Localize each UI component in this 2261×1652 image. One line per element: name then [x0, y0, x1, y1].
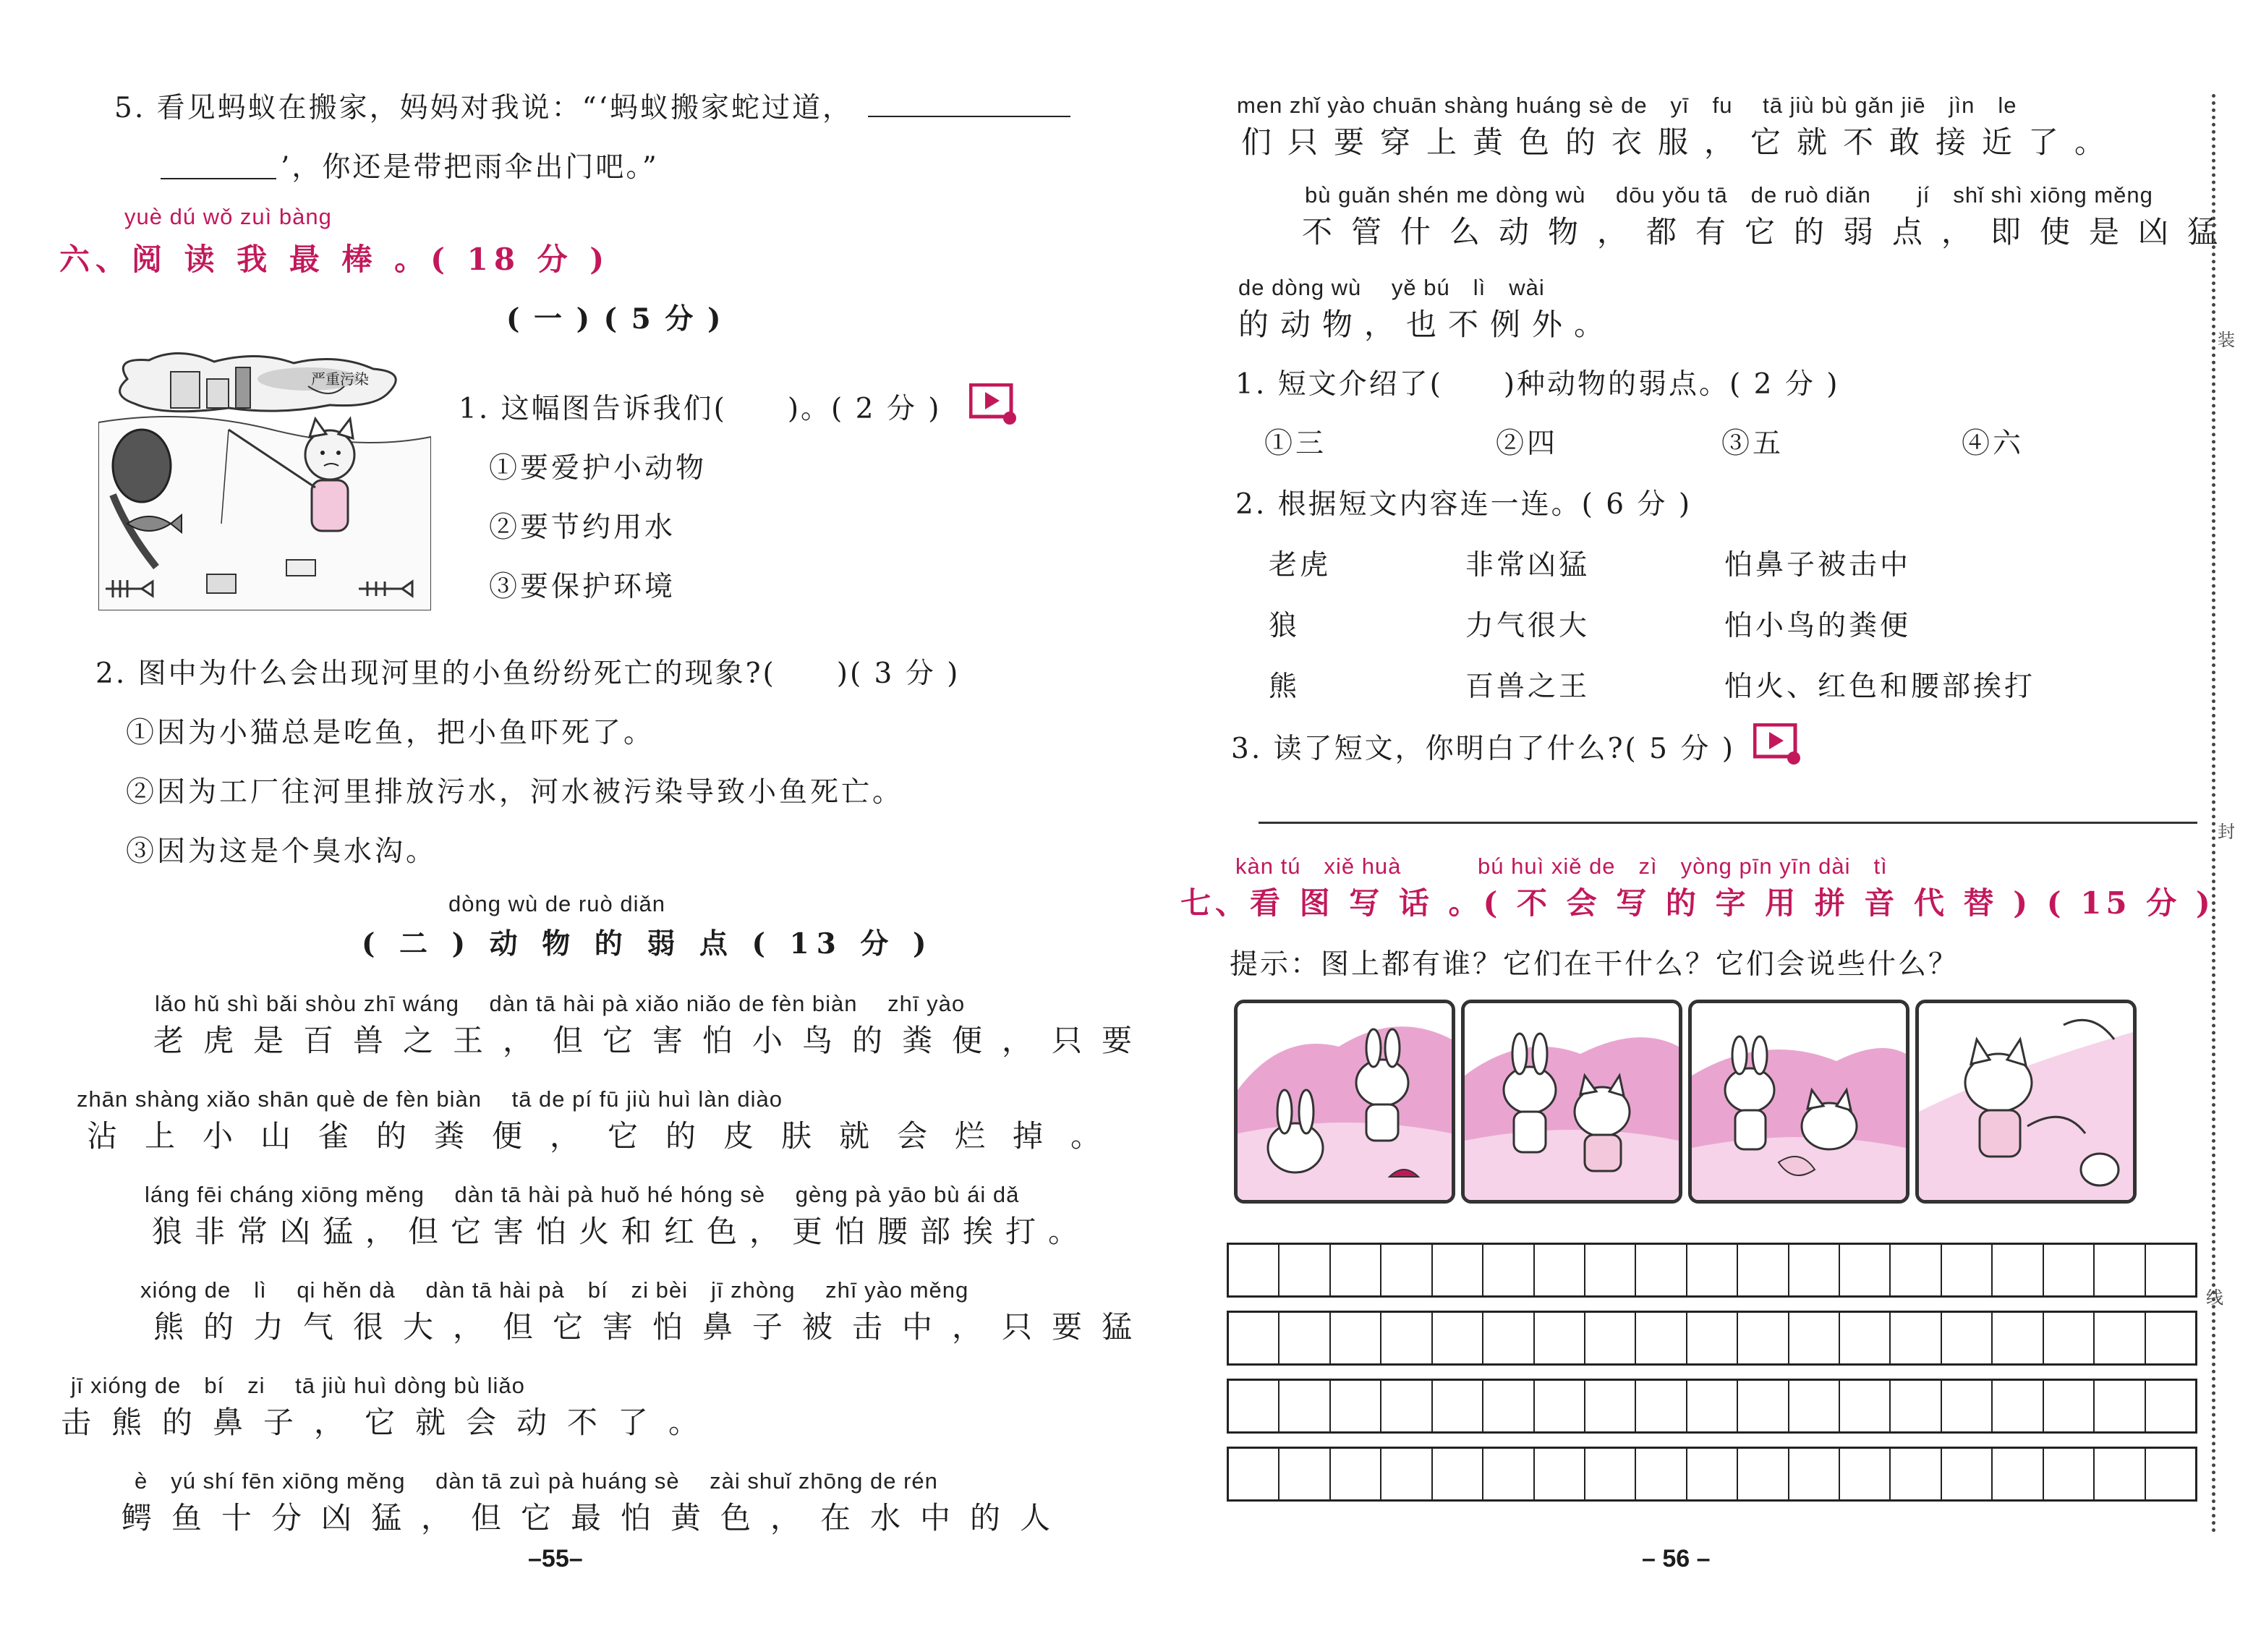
part1-q1-option-2: ②要节约用水: [489, 511, 676, 544]
right-q2-stem: 2. 根据短文内容连一连。( 6 分 ): [1235, 488, 1692, 521]
q5-line1: 5. 看见蚂蚁在搬家，妈妈对我说：“‘蚂蚁搬家蛇过道，: [114, 92, 853, 124]
right-q1-option-3: ③五: [1721, 427, 1784, 460]
passage-line-1: 老虎是百兽之王，但它害怕小鸟的粪便，只要: [153, 1023, 1152, 1058]
match-trait-3[interactable]: 百兽之王: [1465, 670, 1591, 703]
q5-blank-1[interactable]: [868, 116, 1070, 117]
video-icon[interactable]: [1753, 723, 1797, 758]
writing-row-2[interactable]: [1227, 1311, 2197, 1366]
passage-line-6: 鳄鱼十分凶猛，但它最怕黄色，在水中的人: [122, 1500, 1070, 1536]
passage-pinyin-5: jī xióng de bí zi tā jiù huì dòng bù liǎo: [71, 1373, 525, 1398]
passage-pinyin-3: láng fēi cháng xiōng měng dàn tā hài pà huǒ hé hóng sè gèng pà yāo bù ái dǎ: [145, 1182, 1020, 1207]
right-q3-stem: 3. 读了短文，你明白了什么?( 5 分 ): [1231, 733, 1735, 765]
part1-q1-option-1: ①要爱护小动物: [489, 452, 707, 485]
passage-pinyin-6: è yú shí fēn xiōng měng dàn tā zuì pà huáng sè zài shuǐ zhōng de rén: [135, 1468, 938, 1494]
part1-q1-option-3: ③要保护环境: [489, 571, 676, 603]
passage-line-2: 沾上小山雀的粪便，它的皮肤就会烂掉。: [87, 1118, 1129, 1154]
page-number-right: – 56 –: [1642, 1545, 1711, 1572]
match-animal-3[interactable]: 熊: [1269, 670, 1300, 703]
passage-cont-line-1: 们只要穿上黄色的衣服，它就不敢接近了。: [1241, 124, 2121, 160]
part1-q2-option-1: ①因为小猫总是吃鱼，把小鱼吓死了。: [126, 717, 655, 749]
q5-blank-2[interactable]: [161, 178, 276, 179]
comic-panel-1: [1234, 1000, 1455, 1204]
match-animal-2[interactable]: 狼: [1269, 610, 1300, 642]
passage-line-4: 熊的力气很大，但它害怕鼻子被击中，只要猛: [153, 1309, 1152, 1345]
part1-q2-stem: 2. 图中为什么会出现河里的小鱼纷纷死亡的现象?( )( 3 分 ): [95, 657, 961, 690]
match-weakness-3[interactable]: 怕火、红色和腰部挨打: [1724, 670, 2036, 703]
pollution-label: 严重污染: [311, 370, 369, 388]
section7-title: 七、看 图 写 话 。( 不 会 写 的 字 用 拼 音 代 替 ) ( 15 分 ): [1180, 885, 2215, 921]
writing-grid[interactable]: [1227, 1243, 2197, 1515]
passage-cont-pinyin-2: bù guǎn shén me dòng wù dōu yǒu tā de ruò diǎn jí shǐ shì xiōng měng: [1305, 182, 2153, 208]
answer-divider: [1259, 822, 2197, 824]
right-q1-option-4: ④六: [1962, 427, 2024, 460]
passage-line-3: 狼非常凶猛，但它害怕火和红色，更怕腰部挨打。: [152, 1214, 1091, 1249]
part1-title: ( 一 ) ( 5 分 ): [506, 302, 723, 336]
right-q1-option-2: ②四: [1496, 427, 1559, 460]
match-trait-2[interactable]: 力气很大: [1465, 610, 1591, 642]
match-trait-1[interactable]: 非常凶猛: [1465, 549, 1591, 582]
match-weakness-2[interactable]: 怕小鸟的粪便: [1724, 610, 1912, 642]
passage-line-5: 击熊的鼻子，它就会动不了。: [61, 1405, 720, 1440]
match-animal-1[interactable]: 老虎: [1269, 549, 1332, 582]
passage-cont-pinyin-3: de dòng wù yě bú lì wài: [1238, 275, 1545, 300]
part1-q2-option-2: ②因为工厂往河里排放污水，河水被污染导致小鱼死亡。: [126, 776, 904, 809]
passage-pinyin-1: lǎo hǔ shì bǎi shòu zhī wáng dàn tā hài pà xiǎo niǎo de fèn biàn zhī yào: [155, 991, 966, 1016]
binding-mark-3: 线: [2206, 1287, 2223, 1308]
binding-dotted-line: [2212, 94, 2215, 1533]
passage-pinyin-4: xióng de lì qi hěn dà dàn tā hài pà bí zi bèi jī zhòng zhī yào měng: [140, 1277, 969, 1303]
comic-panel-3: [1688, 1000, 1909, 1204]
pollution-illustration: [98, 350, 431, 610]
binding-mark-2: 封: [2218, 822, 2235, 842]
right-q1-stem: 1. 短文介绍了( )种动物的弱点。( 2 分 ): [1235, 368, 1840, 401]
match-weakness-1[interactable]: 怕鼻子被击中: [1724, 549, 1912, 582]
writing-row-1[interactable]: [1227, 1243, 2197, 1298]
part2-pinyin: dòng wù de ruò diǎn: [448, 891, 665, 916]
part1-q1-stem: 1. 这幅图告诉我们( )。( 2 分 ): [459, 393, 942, 425]
passage-cont-pinyin-1: men zhǐ yào chuān shàng huáng sè de yī fu tā jiù bù gǎn jiē jìn le: [1237, 93, 2017, 118]
section7-pinyin: kàn tú xiě huà bú huì xiě de zì yòng pīn yīn dài tì: [1235, 853, 1888, 879]
binding-mark-1: 装: [2218, 330, 2235, 350]
passage-pinyin-2: zhān shàng xiǎo shān què de fèn biàn tā de pí fū jiù huì làn diào: [77, 1086, 783, 1112]
writing-row-4[interactable]: [1227, 1447, 2197, 1502]
section6-pinyin: yuè dú wǒ zuì bàng: [124, 204, 332, 229]
comic-panel-4: [1915, 1000, 2137, 1204]
writing-row-3[interactable]: [1227, 1379, 2197, 1434]
section7-hint: 提示：图上都有谁？它们在干什么？它们会说些什么？: [1230, 948, 1959, 981]
page-number-left: –55–: [528, 1545, 583, 1572]
passage-cont-line-3: 的动物，也不例外。: [1238, 307, 1617, 342]
passage-cont-line-2: 不管什么动物，都有它的弱点，即使是凶猛: [1302, 214, 2237, 250]
section6-title: 六、阅 读 我 最 棒 。( 18 分 ): [59, 242, 610, 277]
video-icon[interactable]: [969, 383, 1013, 418]
part2-title: ( 二 ) 动 物 的 弱 点 ( 13 分 ): [362, 927, 934, 961]
q5-line2: ’，你还是带把雨伞出门吧。”: [281, 151, 659, 184]
part1-q2-option-3: ③因为这是个臭水沟。: [126, 835, 438, 868]
right-q1-option-1: ①三: [1264, 427, 1327, 460]
comic-panel-2: [1461, 1000, 1682, 1204]
